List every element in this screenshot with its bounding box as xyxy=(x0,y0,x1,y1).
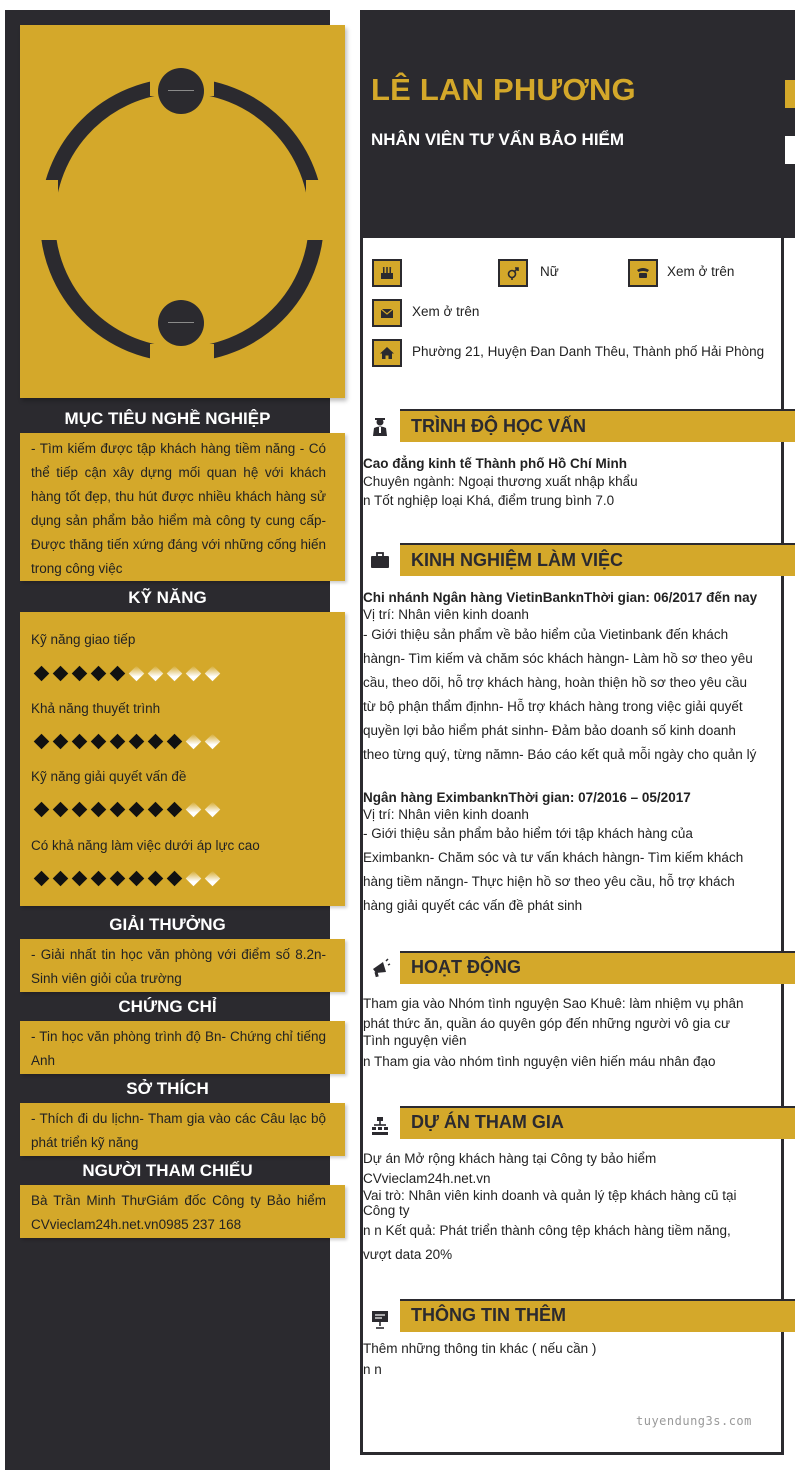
experience-heading: KINH NGHIỆM LÀM VIỆC xyxy=(411,550,624,570)
job-description: - Giới thiệu sản phẩm bảo hiểm tới tập khách hàng của Eximbankn- Chăm sóc và tư vấn khách hàngn- Tìm kiếm khách hàng tiềm năngn- Thực hiện hồ sơ theo yêu cầu, hỗ trợ khách hàng giải quyết các vấn đề phát sinh xyxy=(363,826,744,913)
hobbies-heading: SỞ THÍCH xyxy=(126,1079,209,1098)
activities-line: Tình nguyện viên xyxy=(363,1033,467,1048)
activities-line: n Tham gia vào nhóm tình nguyện viên hiến máu nhân đạo xyxy=(363,1054,716,1069)
projects-line: n n Kết quả: Phát triển thành công tệp khách hàng tiềm năng, xyxy=(363,1223,731,1238)
extra-line: Thêm những thông tin khác ( nếu cần ) xyxy=(363,1341,597,1356)
gender-text: Nữ xyxy=(540,264,559,279)
presentation-icon xyxy=(367,1306,393,1332)
hobbies-text: - Thích đi du lịchn- Tham gia vào các Câu lạc bộ phát triển kỹ năng xyxy=(20,1103,345,1156)
job-heading: Ngân hàng EximbanknThời gian: 07/2016 – 05/2017 xyxy=(363,790,691,805)
awards-heading: GIẢI THƯỞNG xyxy=(109,915,226,934)
education-heading: TRÌNH ĐỘ HỌC VẤN xyxy=(411,416,586,436)
extra-line: n n xyxy=(363,1362,382,1377)
birthday-cake-icon xyxy=(372,259,402,287)
job-heading: Chi nhánh Ngân hàng VietinBanknThời gian: 06/2017 đến nay xyxy=(363,590,758,605)
certificates-text: - Tin học văn phòng trình độ Bn- Chứng chỉ tiếng Anh xyxy=(20,1021,345,1074)
objective-heading: MỤC TIÊU NGHỀ NGHIỆP xyxy=(64,409,271,428)
activities-line: phát thức ăn, quần áo quyên góp đến những người vô gia cư xyxy=(363,1016,731,1031)
skill-name: Khả năng thuyết trình xyxy=(31,701,161,716)
home-icon xyxy=(372,339,402,367)
projects-line: CVvieclam24h.net.vn xyxy=(363,1171,491,1186)
education-note: n Tốt nghiệp loại Khá, điểm trung bình 7.0 xyxy=(363,493,615,508)
email-icon xyxy=(372,299,402,327)
education-school: Cao đẳng kinh tế Thành phố Hồ Chí Minh xyxy=(363,456,627,471)
header-panel xyxy=(360,10,795,238)
projects-heading: DỰ ÁN THAM GIA xyxy=(411,1112,564,1132)
certificates-heading: CHỨNG CHỈ xyxy=(118,997,217,1016)
job-position: Vị trí: Nhân viên kinh doanh xyxy=(363,607,529,622)
frame-knob-top xyxy=(158,68,204,114)
activities-line: Tham gia vào Nhóm tình nguyện Sao Khuê: làm nhiệm vụ phân xyxy=(363,996,744,1011)
projects-line: vượt data 20% xyxy=(363,1247,453,1262)
references-text: Bà Trần Minh ThưGiám đốc Công ty Bảo hiểm CVvieclam24h.net.vn0985 237 168 xyxy=(20,1185,345,1238)
phone-icon xyxy=(628,259,658,287)
skill-name: Kỹ năng giải quyết vấn đề xyxy=(31,769,187,784)
graduate-icon xyxy=(367,413,393,439)
projects-line: Dự án Mở rộng khách hàng tại Công ty bảo hiểm xyxy=(363,1151,657,1166)
org-chart-icon xyxy=(367,1113,393,1139)
skills-heading: KỸ NĂNG xyxy=(128,588,207,607)
extra-heading: THÔNG TIN THÊM xyxy=(411,1305,566,1325)
address-text: Phường 21, Huyện Đan Danh Thêu, Thành phố Hải Phòng xyxy=(412,344,765,359)
references-heading: NGƯỜI THAM CHIẾU xyxy=(82,1161,253,1180)
phone-text: Xem ở trên xyxy=(667,264,735,279)
skills-panel xyxy=(20,612,345,906)
megaphone-icon xyxy=(367,955,393,981)
objective-text: - Tìm kiếm được tập khách hàng tiềm năng - Có thể tiếp cận xây dựng mối quan hệ với khách hàng tốt đẹp, thu hút được nhiều khách hàng sử dụng sản phẩm bảo hiểm mà công ty cung cấp- Được thăng tiến xứng đáng với những cống hiến trong công việc xyxy=(20,433,345,581)
candidate-name: LÊ LAN PHƯƠNG xyxy=(371,72,636,107)
projects-line: Vai trò: Nhân viên kinh doanh và quản lý tệp khách hàng cũ tại xyxy=(363,1188,737,1203)
gender-icon xyxy=(498,259,528,287)
briefcase-icon xyxy=(367,547,393,573)
job-title: NHÂN VIÊN TƯ VẤN BẢO HIỂM xyxy=(371,130,625,149)
skill-name: Có khả năng làm việc dưới áp lực cao xyxy=(31,838,260,853)
watermark: tuyendung3s.com xyxy=(636,1414,752,1428)
frame-knob-bottom xyxy=(158,300,204,346)
job-description: - Giới thiệu sản phẩm về bảo hiểm của Vietinbank đến khách hàngn- Tìm kiếm và chăm sóc khách hàngn- Làm hồ sơ theo yêu cầu, theo dõi, hỗ trợ khách hàng, hoàn thiện hồ sơ theo yêu cầu từ bộ phận thẩm địnhn- Hỗ trợ khách hàng trong việc giải quyết quyền lợi bảo hiểm phát sinhn- Đảm bảo doanh số kinh doanh theo từng quý, từng nămn- Báo cáo kết quả mỗi ngày cho quản lý xyxy=(363,627,757,762)
projects-line: Công ty xyxy=(363,1203,410,1218)
job-position: Vị trí: Nhân viên kinh doanh xyxy=(363,807,529,822)
activities-heading: HOẠT ĐỘNG xyxy=(411,957,521,977)
email-text: Xem ở trên xyxy=(412,304,480,319)
awards-text: - Giải nhất tin học văn phòng với điểm số 8.2n- Sinh viên giỏi của trường xyxy=(20,939,345,992)
education-major: Chuyên ngành: Ngoại thương xuất nhập khẩu xyxy=(363,474,638,489)
skill-name: Kỹ năng giao tiếp xyxy=(31,632,136,647)
